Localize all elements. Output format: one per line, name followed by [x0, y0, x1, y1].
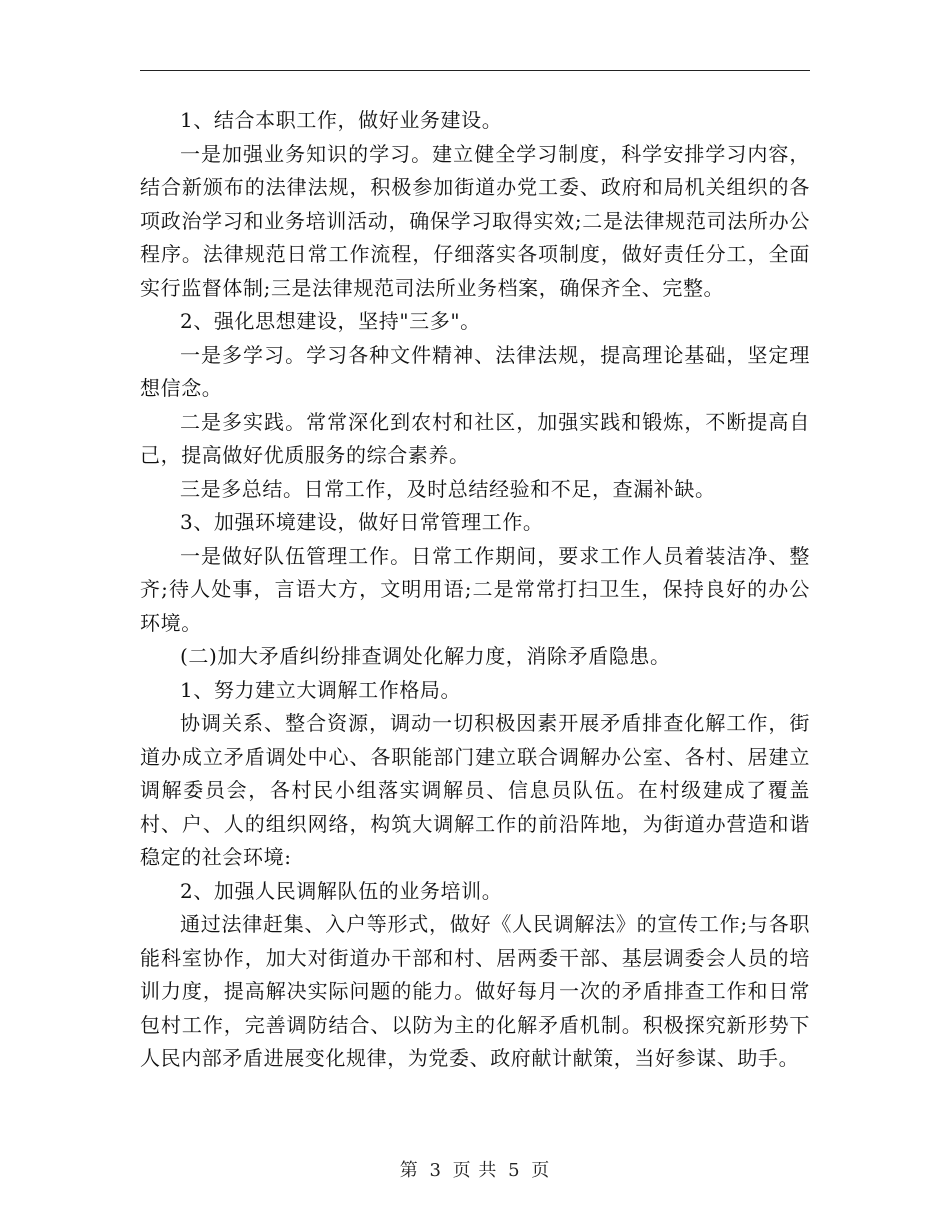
footer-suffix: 页 [531, 1160, 551, 1181]
paragraph-3: 2、强化思想建设，坚持"三多"。 [180, 309, 481, 333]
paragraph-10: 1、努力建立大调解工作格局。 [180, 677, 462, 702]
paragraph-7: 3、加强环境建设，做好日常管理工作。 [180, 510, 544, 534]
header-rule [140, 70, 810, 71]
paragraph-11: 协调关系、整合资源，调动一切积极因素开展矛盾排查化解工作，街道办成立矛盾调处中心、各职能部门建立联合调解办公室、各村、居建立调解委员会，各村民小组落实调解员、信息员队伍。在村级建成了覆盖村、户、人的组织网络，构筑大调解工作的前沿阵地，为街道办营造和谐稳定的社会环境: [140, 711, 810, 869]
paragraph-8: 一是做好队伍管理工作。日常工作期间，要求工作人员着装洁净、整齐;待人处事，言语大方，文明用语;二是常常打扫卫生，保持良好的办公环境。 [140, 543, 810, 635]
paragraph-12: 2、加强人民调解队伍的业务培训。 [180, 878, 503, 903]
footer-total-pages: 5 [508, 1160, 521, 1181]
paragraph-4: 一是多学习。学习各种文件精神、法律法规，提高理论基础，坚定理想信念。 [140, 342, 810, 400]
page-footer [0, 1156, 950, 1182]
footer-middle: 页 共 [452, 1160, 498, 1181]
paragraph-5: 二是多实践。常常深化到农村和社区，加强实践和锻炼，不断提高自己，提高做好优质服务的综合素养。 [140, 409, 810, 467]
footer-prefix: 第 [399, 1160, 419, 1181]
paragraph-6: 三是多总结。日常工作，及时总结经验和不足，查漏补缺。 [180, 476, 716, 501]
footer-current-page: 3 [429, 1160, 442, 1181]
paragraph-9: (二)加大矛盾纠纷排查调处化解力度，消除矛盾隐患。 [180, 644, 671, 668]
paragraph-13: 通过法律赶集、入户等形式，做好《人民调解法》的宣传工作;与各职能科室协作，加大对街道办干部和村、居两委干部、基层调委会人员的培训力度，提高解决实际问题的能力。做好每月一次的矛盾排查工作和日常包村工作，完善调防结合、以防为主的化解矛盾机制。积极探究新形势下人民内部矛盾进展变化规律，为党委、政府献计献策，当好参谋、助手。 [140, 912, 810, 1070]
document-body [140, 104, 810, 1076]
paragraph-2: 一是加强业务知识的学习。建立健全学习制度，科学安排学习内容，结合新颁布的法律法规，积极参加街道办党工委、政府和局机关组织的各项政治学习和业务培训活动，确保学习取得实效;二是法律规范司法所办公程序。法律规范日常工作流程，仔细落实各项制度，做好责任分工，全面实行监督体制;三是法律规范司法所业务档案，确保齐全、完整。 [140, 141, 810, 300]
paragraph-1: 1、结合本职工作，做好业务建设。 [180, 108, 503, 132]
